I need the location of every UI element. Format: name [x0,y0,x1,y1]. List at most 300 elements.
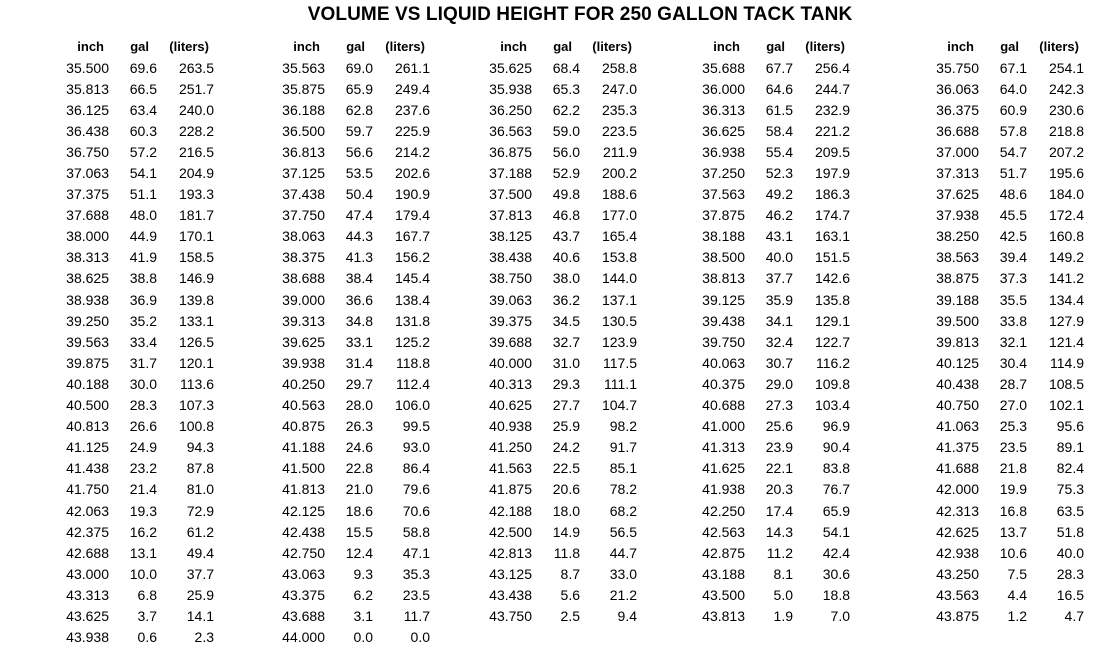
liters-cell: 223.5 [601,122,637,139]
header-inch: inch [713,39,740,54]
table-row [475,205,637,226]
inch-cell: 42.313 [936,502,979,519]
inch-cell: 40.000 [489,354,532,371]
liters-cell: 106.0 [394,397,430,414]
table-row [688,563,850,584]
inch-cell: 42.875 [702,544,745,561]
inch-cell: 39.313 [282,312,325,329]
liters-cell: 174.7 [814,207,850,224]
gal-cell: 13.1 [129,544,157,561]
table-row [688,205,850,226]
inch-cell: 42.938 [936,544,979,561]
gal-cell: 15.5 [345,523,373,540]
table-row [922,331,1084,352]
liters-cell: 177.0 [601,207,637,224]
inch-cell: 41.125 [66,439,109,456]
gal-cell: 36.2 [552,291,580,308]
liters-cell: 247.0 [601,80,637,97]
inch-cell: 43.125 [489,565,532,582]
table-row [475,563,637,584]
inch-cell: 38.313 [66,249,109,266]
inch-cell: 42.375 [66,523,109,540]
inch-cell: 38.188 [702,228,745,245]
inch-cell: 37.750 [282,207,325,224]
liters-cell: 116.2 [816,354,850,371]
gal-cell: 65.3 [552,80,580,97]
table-column-group-3 [475,36,637,627]
liters-cell: 228.2 [178,122,214,139]
gal-cell: 49.8 [552,186,580,203]
table-row [922,458,1084,479]
liters-cell: 16.5 [1056,586,1084,603]
table-row [268,521,430,542]
gal-cell: 6.2 [353,586,373,603]
liters-cell: 127.9 [1048,312,1084,329]
column-header-row [475,36,637,54]
gal-cell: 67.1 [999,59,1027,76]
table-row [475,542,637,563]
table-row [52,563,214,584]
liters-cell: 98.2 [609,418,637,435]
liters-cell: 181.7 [178,207,214,224]
gal-cell: 69.0 [345,59,373,76]
gal-cell: 4.4 [1007,586,1027,603]
liters-cell: 103.4 [814,397,850,414]
table-row [52,247,214,268]
inch-cell: 38.000 [66,228,109,245]
liters-cell: 138.4 [394,291,430,308]
liters-cell: 134.4 [1048,291,1084,308]
table-row [52,584,214,605]
table-row [688,184,850,205]
gal-cell: 35.2 [129,312,157,329]
liters-cell: 49.4 [186,544,214,561]
gal-cell: 25.3 [999,418,1027,435]
inch-cell: 40.125 [936,354,979,371]
gal-cell: 23.2 [129,460,157,477]
table-row [922,120,1084,141]
inch-cell: 39.375 [489,312,532,329]
table-row [52,627,214,648]
table-row [52,521,214,542]
gal-cell: 21.0 [345,481,373,498]
gal-cell: 44.9 [129,228,157,245]
table-row [475,416,637,437]
liters-cell: 216.5 [178,143,214,160]
gal-cell: 21.4 [129,481,157,498]
gal-cell: 18.0 [552,502,580,519]
gal-cell: 41.3 [345,249,373,266]
table-row [52,331,214,352]
table-row [268,373,430,394]
gal-cell: 8.1 [773,565,793,582]
inch-cell: 38.750 [489,270,532,287]
table-row [268,542,430,563]
inch-cell: 43.938 [66,629,109,646]
inch-cell: 36.500 [282,122,325,139]
inch-cell: 35.563 [282,59,325,76]
liters-cell: 133.1 [178,312,214,329]
table-row [922,500,1084,521]
inch-cell: 37.375 [66,186,109,203]
liters-cell: 244.7 [814,80,850,97]
table-row [52,395,214,416]
liters-cell: 42.4 [822,544,850,561]
table-row [268,289,430,310]
table-row [688,416,850,437]
liters-cell: 114.9 [1050,354,1084,371]
inch-cell: 35.875 [282,80,325,97]
gal-cell: 16.2 [129,523,157,540]
inch-cell: 36.688 [936,122,979,139]
liters-cell: 230.6 [1048,101,1084,118]
inch-cell: 41.813 [282,481,325,498]
gal-cell: 29.3 [552,375,580,392]
inch-cell: 41.250 [489,439,532,456]
table-row [475,226,637,247]
liters-cell: 139.8 [178,291,214,308]
liters-cell: 225.9 [394,122,430,139]
inch-cell: 37.063 [66,165,109,182]
inch-cell: 41.750 [66,481,109,498]
gal-cell: 34.5 [552,312,580,329]
table-row [688,542,850,563]
liters-cell: 125.2 [394,333,430,350]
table-row [688,437,850,458]
inch-cell: 37.625 [936,186,979,203]
inch-cell: 38.125 [489,228,532,245]
liters-cell: 186.3 [814,186,850,203]
table-row [688,78,850,99]
inch-cell: 39.875 [66,354,109,371]
table-row [52,184,214,205]
table-row [268,184,430,205]
inch-cell: 43.188 [702,565,745,582]
table-row [268,162,430,183]
liters-cell: 85.1 [609,460,637,477]
gal-cell: 36.9 [129,291,157,308]
inch-cell: 40.875 [282,418,325,435]
inch-cell: 39.938 [282,354,325,371]
inch-cell: 36.750 [66,143,109,160]
header-gal: gal [553,39,572,54]
liters-cell: 200.2 [601,165,637,182]
liters-cell: 163.1 [814,228,850,245]
table-row [922,99,1084,120]
gal-cell: 19.3 [129,502,157,519]
table-row [475,479,637,500]
table-row [922,605,1084,626]
column-header-row [688,36,850,54]
table-row [268,563,430,584]
table-row [268,310,430,331]
inch-cell: 39.000 [282,291,325,308]
table-row [52,416,214,437]
inch-cell: 39.750 [702,333,745,350]
liters-cell: 44.7 [609,544,637,561]
liters-cell: 21.2 [609,586,637,603]
table-row [688,479,850,500]
liters-cell: 202.6 [394,165,430,182]
table-row [268,78,430,99]
gal-cell: 5.6 [560,586,580,603]
liters-cell: 11.7 [403,607,430,624]
liters-cell: 58.8 [402,523,430,540]
gal-cell: 30.7 [765,354,793,371]
gal-cell: 68.4 [552,59,580,76]
liters-cell: 102.1 [1048,397,1084,414]
inch-cell: 43.000 [66,565,109,582]
inch-cell: 36.438 [66,122,109,139]
inch-cell: 37.563 [702,186,745,203]
inch-cell: 43.063 [282,565,325,582]
gal-cell: 49.2 [765,186,793,203]
table-row [688,141,850,162]
gal-cell: 28.7 [999,375,1027,392]
liters-cell: 249.4 [394,80,430,97]
gal-cell: 43.7 [552,228,580,245]
inch-cell: 40.375 [702,375,745,392]
gal-cell: 57.2 [129,143,157,160]
table-row [922,184,1084,205]
gal-cell: 21.8 [999,460,1027,477]
liters-cell: 18.8 [822,586,850,603]
table-row [475,584,637,605]
liters-cell: 129.1 [814,312,850,329]
inch-cell: 38.563 [936,249,979,266]
table-row [268,120,430,141]
gal-cell: 32.4 [765,333,793,350]
gal-cell: 54.7 [999,143,1027,160]
inch-cell: 43.375 [282,586,325,603]
table-row [922,479,1084,500]
liters-cell: 126.5 [178,333,214,350]
table-row [268,458,430,479]
gal-cell: 46.2 [765,207,793,224]
table-row [475,184,637,205]
liters-cell: 30.6 [822,565,850,582]
inch-cell: 37.438 [282,186,325,203]
table-row [52,78,214,99]
inch-cell: 43.750 [489,607,532,624]
gal-cell: 23.9 [765,439,793,456]
inch-cell: 38.688 [282,270,325,287]
table-row [922,247,1084,268]
header-gal: gal [130,39,149,54]
liters-cell: 151.5 [814,249,850,266]
table-row [922,395,1084,416]
liters-cell: 4.7 [1064,607,1084,624]
inch-cell: 37.250 [702,165,745,182]
gal-cell: 11.8 [553,544,580,561]
liters-cell: 0.0 [410,629,430,646]
table-row [52,57,214,78]
inch-cell: 40.063 [702,354,745,371]
gal-cell: 29.7 [345,375,373,392]
liters-cell: 107.3 [178,397,214,414]
inch-cell: 42.063 [66,502,109,519]
gal-cell: 8.7 [560,565,580,582]
inch-cell: 40.750 [936,397,979,414]
table-row [475,120,637,141]
table-row [922,205,1084,226]
inch-cell: 41.000 [702,418,745,435]
inch-cell: 37.688 [66,207,109,224]
table-row [922,226,1084,247]
table-column-group-4 [688,36,850,627]
table-row [475,458,637,479]
liters-cell: 193.3 [178,186,214,203]
inch-cell: 37.875 [702,207,745,224]
inch-cell: 41.063 [936,418,979,435]
table-row [52,605,214,626]
liters-cell: 90.4 [822,439,850,456]
inch-cell: 36.125 [66,101,109,118]
table-column-group-2 [268,36,430,648]
liters-cell: 99.5 [402,418,430,435]
gal-cell: 28.3 [129,397,157,414]
inch-cell: 38.438 [489,249,532,266]
gal-cell: 22.8 [345,460,373,477]
column-header-row [52,36,214,54]
inch-cell: 35.688 [702,59,745,76]
gal-cell: 1.2 [1007,607,1027,624]
gal-cell: 44.3 [345,228,373,245]
table-row [922,352,1084,373]
liters-cell: 170.1 [178,228,214,245]
inch-cell: 42.625 [936,523,979,540]
table-row [688,120,850,141]
inch-cell: 40.188 [66,375,109,392]
inch-cell: 42.125 [282,502,325,519]
gal-cell: 20.6 [552,481,580,498]
inch-cell: 40.563 [282,397,325,414]
inch-cell: 40.250 [282,375,325,392]
inch-cell: 43.250 [936,565,979,582]
liters-cell: 93.0 [402,439,430,456]
table-row [268,584,430,605]
gal-cell: 53.5 [345,165,373,182]
inch-cell: 41.375 [936,439,979,456]
table-row [688,247,850,268]
table-row [268,331,430,352]
gal-cell: 14.3 [765,523,793,540]
liters-cell: 91.7 [609,439,637,456]
inch-cell: 35.813 [66,80,109,97]
table-row [688,352,850,373]
liters-cell: 33.0 [609,565,637,582]
liters-cell: 156.2 [394,249,430,266]
table-row [688,373,850,394]
table-row [922,416,1084,437]
liters-cell: 261.1 [394,59,430,76]
inch-cell: 36.813 [282,143,325,160]
inch-cell: 41.438 [66,460,109,477]
gal-cell: 38.0 [552,270,580,287]
gal-cell: 41.9 [129,249,157,266]
gal-cell: 58.4 [765,122,793,139]
gal-cell: 69.6 [129,59,157,76]
inch-cell: 43.688 [282,607,325,624]
inch-cell: 41.313 [702,439,745,456]
inch-cell: 40.813 [66,418,109,435]
table-row [475,289,637,310]
gal-cell: 30.0 [129,375,157,392]
gal-cell: 46.8 [552,207,580,224]
gal-cell: 34.8 [345,312,373,329]
table-row [52,162,214,183]
liters-cell: 63.5 [1056,502,1084,519]
inch-cell: 36.250 [489,101,532,118]
gal-cell: 56.6 [345,143,373,160]
header-inch: inch [77,39,104,54]
table-row [922,542,1084,563]
liters-cell: 184.0 [1048,186,1084,203]
header-inch: inch [500,39,527,54]
gal-cell: 38.8 [129,270,157,287]
table-row [475,331,637,352]
liters-cell: 76.7 [822,481,850,498]
gal-cell: 2.5 [560,607,580,624]
gal-cell: 55.4 [765,143,793,160]
inch-cell: 38.500 [702,249,745,266]
table-row [688,289,850,310]
liters-cell: 242.3 [1048,80,1084,97]
liters-cell: 95.6 [1056,418,1084,435]
inch-cell: 38.625 [66,270,109,287]
gal-cell: 39.4 [999,249,1027,266]
liters-cell: 104.7 [601,397,637,414]
liters-cell: 197.9 [814,165,850,182]
inch-cell: 41.188 [282,439,325,456]
liters-cell: 179.4 [394,207,430,224]
table-row [688,458,850,479]
table-row [922,289,1084,310]
gal-cell: 52.9 [552,165,580,182]
liters-cell: 141.2 [1048,270,1084,287]
inch-cell: 36.188 [282,101,325,118]
table-row [688,521,850,542]
table-row [52,479,214,500]
inch-cell: 41.625 [702,460,745,477]
column-header-row [268,36,430,54]
gal-cell: 60.9 [999,101,1027,118]
inch-cell: 36.313 [702,101,745,118]
gal-cell: 43.1 [765,228,793,245]
table-row [52,373,214,394]
liters-cell: 131.8 [394,312,430,329]
liters-cell: 79.6 [402,481,430,498]
inch-cell: 35.750 [936,59,979,76]
table-row [922,373,1084,394]
inch-cell: 39.250 [66,312,109,329]
gal-cell: 16.8 [999,502,1027,519]
table-row [688,500,850,521]
liters-cell: 190.9 [394,186,430,203]
header-liters: (liters) [592,39,632,54]
gal-cell: 37.3 [999,270,1027,287]
inch-cell: 40.500 [66,397,109,414]
header-gal: gal [346,39,365,54]
table-row [922,268,1084,289]
inch-cell: 35.625 [489,59,532,76]
liters-cell: 7.0 [830,607,850,624]
inch-cell: 42.750 [282,544,325,561]
liters-cell: 78.2 [609,481,637,498]
gal-cell: 22.1 [765,460,793,477]
table-row [268,605,430,626]
inch-cell: 42.438 [282,523,325,540]
